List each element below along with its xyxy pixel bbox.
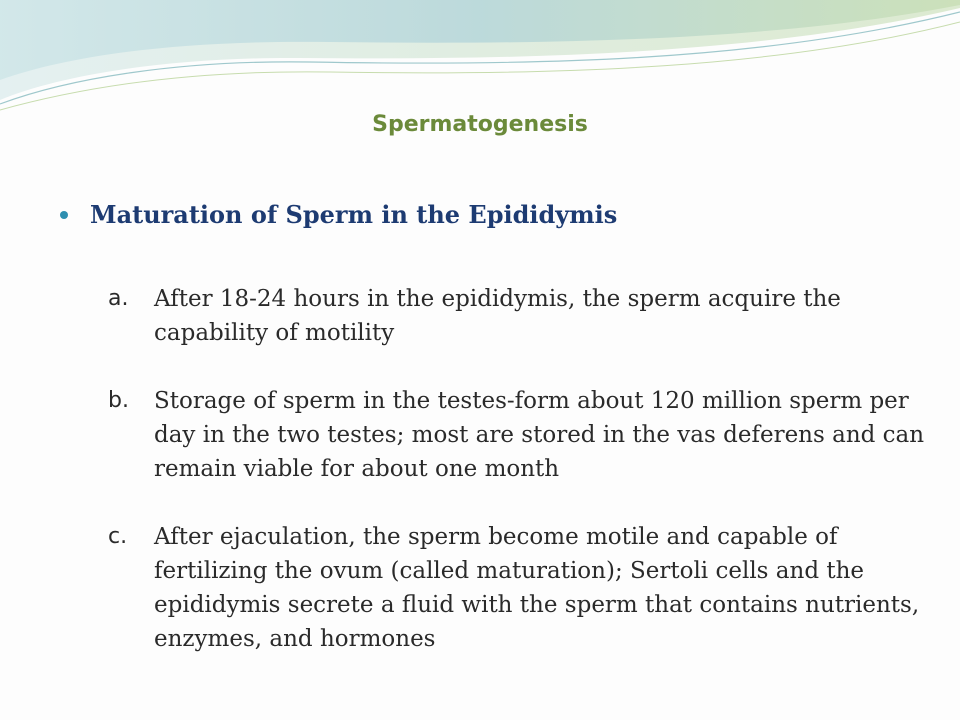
list-item-text: Storage of sperm in the testes-form about 120 million sperm per day in the two testes; most are stored in the vas deferens and can remain viable for about one month (154, 388, 925, 482)
sub-item-list (108, 282, 938, 690)
list-item-letter: b. (108, 388, 129, 413)
slide-title: Spermatogenesis (372, 112, 588, 137)
list-item (108, 384, 938, 486)
list-item-text: After ejaculation, the sperm become motile and capable of fertilizing the ovum (called maturation); Sertoli cells and the epididymis secrete a fluid with the sperm that contains nutrients, enzymes, and hormones (154, 524, 920, 652)
list-item-text: After 18-24 hours in the epididymis, the sperm acquire the capability of motility (154, 286, 841, 346)
decorative-wave-header (0, 0, 960, 130)
list-item-letter: c. (108, 524, 128, 549)
list-item (108, 282, 938, 350)
list-item-letter: a. (108, 286, 129, 311)
bullet-dot-icon (60, 211, 68, 219)
section-heading: Maturation of Sperm in the Epididymis (90, 200, 618, 229)
list-item (108, 520, 938, 656)
main-bullet (60, 200, 617, 229)
